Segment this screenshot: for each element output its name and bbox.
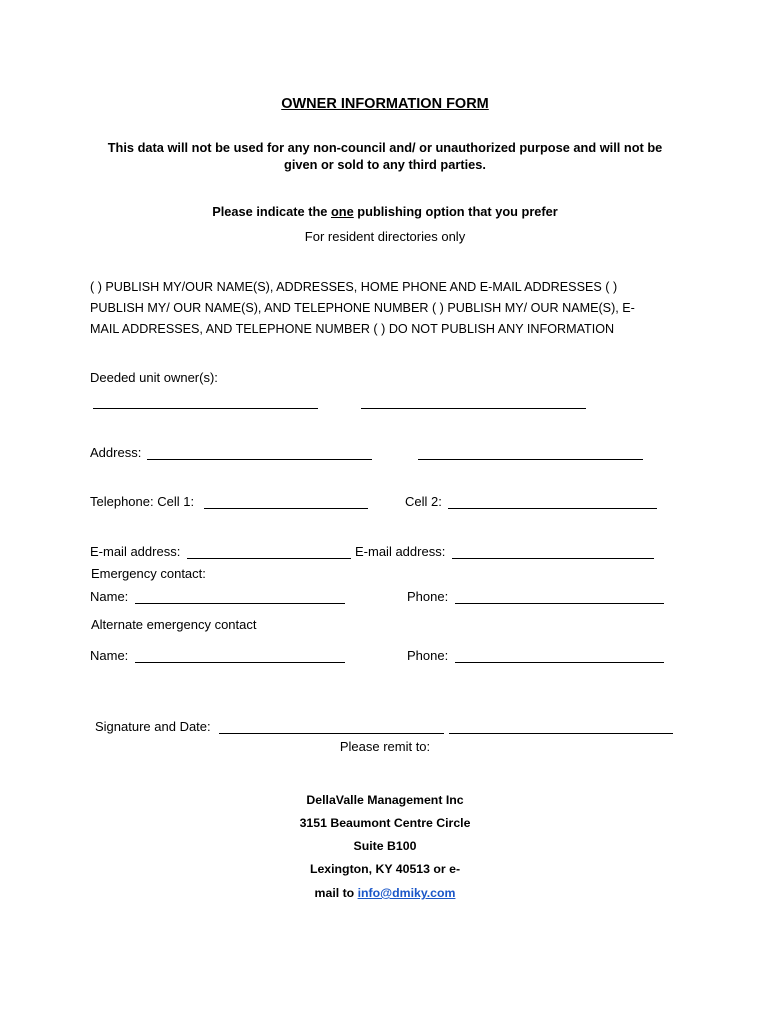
- form-title: OWNER INFORMATION FORM: [281, 96, 489, 112]
- remit-company: DellaValle Management Inc: [306, 793, 464, 807]
- remit-suite: Suite B100: [353, 839, 417, 853]
- cell2-label: Cell 2:: [405, 494, 442, 509]
- signature-label: Signature and Date:: [95, 719, 211, 734]
- options-line-2[interactable]: PUBLISH MY/ OUR NAME(S), AND TELEPHONE NUMBER ( ) PUBLISH MY/ OUR NAME(S), E-: [90, 301, 635, 315]
- cell1-label: Telephone: Cell 1:: [90, 494, 195, 509]
- remit-mail-prefix: mail to: [314, 886, 358, 900]
- emergency-name-line[interactable]: [135, 603, 345, 604]
- disclaimer-line-2: given or sold to any third parties.: [284, 157, 486, 172]
- alternate-name-label: Name:: [90, 648, 129, 663]
- remit-street: 3151 Beaumont Centre Circle: [299, 816, 471, 830]
- cell2-line[interactable]: [448, 508, 657, 509]
- email-link[interactable]: info@dmiky.com: [357, 886, 456, 900]
- options-line-3[interactable]: MAIL ADDRESSES, AND TELEPHONE NUMBER ( ) DO NOT PUBLISH ANY INFORMATION: [90, 322, 615, 336]
- remit-label: Please remit to:: [339, 739, 431, 754]
- address-line-2[interactable]: [418, 459, 643, 460]
- owner-1-line[interactable]: [93, 408, 318, 409]
- email1-label: E-mail address:: [90, 544, 181, 559]
- address-label: Address:: [90, 445, 142, 460]
- owner-2-line[interactable]: [361, 408, 586, 409]
- email1-line[interactable]: [187, 558, 351, 559]
- deeded-owners-label: Deeded unit owner(s):: [90, 370, 218, 385]
- publishing-instruction: [0, 204, 770, 219]
- signature-line[interactable]: [219, 733, 444, 734]
- instruction-pre: Please indicate the: [212, 204, 331, 219]
- remit-email-line: [0, 886, 770, 900]
- alternate-phone-label: Phone:: [407, 648, 449, 663]
- date-line[interactable]: [449, 733, 673, 734]
- sub-instruction: For resident directories only: [304, 229, 466, 244]
- alternate-phone-line[interactable]: [455, 662, 664, 663]
- emergency-contact-label: Emergency contact:: [91, 566, 206, 581]
- remit-city: Lexington, KY 40513 or e-: [309, 862, 461, 876]
- cell1-line[interactable]: [204, 508, 368, 509]
- instruction-post: publishing option that you prefer: [353, 204, 558, 219]
- disclaimer-line-1: This data will not be used for any non-council and/ or unauthorized purpose and will not be: [107, 140, 663, 155]
- options-line-1[interactable]: ( ) PUBLISH MY/OUR NAME(S), ADDRESSES, HOME PHONE AND E-MAIL ADDRESSES ( ): [90, 280, 618, 294]
- emergency-phone-line[interactable]: [455, 603, 664, 604]
- instruction-emphasis: one: [330, 204, 354, 219]
- alternate-contact-label: Alternate emergency contact: [91, 617, 257, 632]
- email2-line[interactable]: [452, 558, 654, 559]
- email2-label: E-mail address:: [355, 544, 446, 559]
- address-line-1[interactable]: [147, 459, 372, 460]
- emergency-name-label: Name:: [90, 589, 129, 604]
- alternate-name-line[interactable]: [135, 662, 345, 663]
- emergency-phone-label: Phone:: [407, 589, 449, 604]
